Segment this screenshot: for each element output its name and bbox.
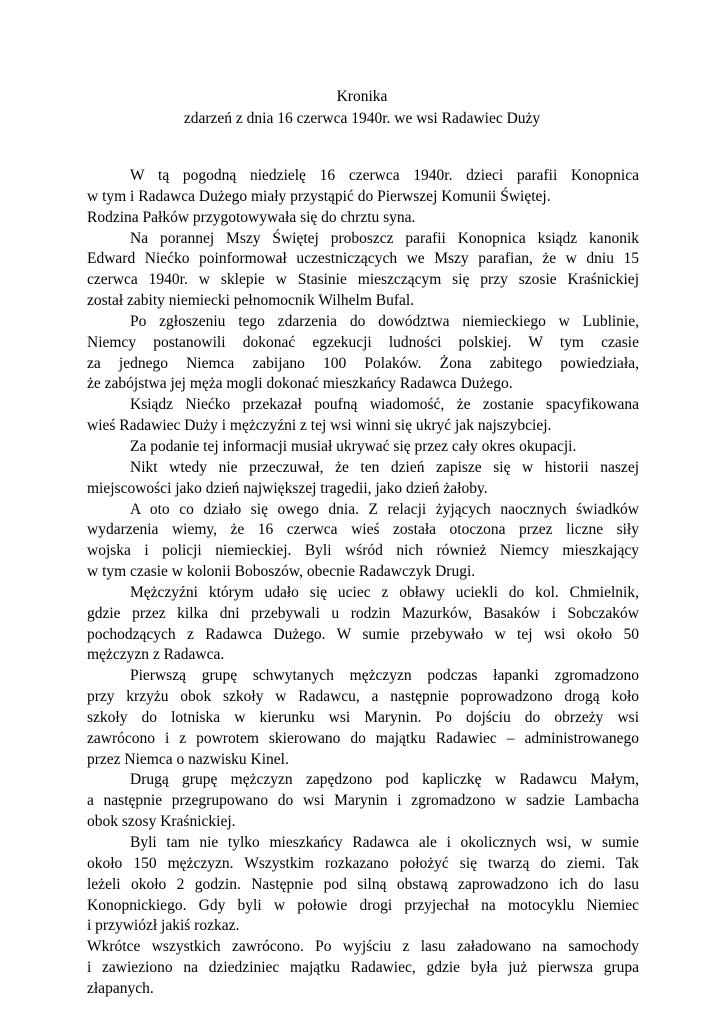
text-line: Na porannej Mszy Świętej proboszcz parafii Konopnica ksiądz kanonik [130, 229, 639, 247]
text-line: zawrócono i z powrotem skierowano do majątku Radawiec – administrowanego [87, 729, 639, 747]
text-line: został zabity niemiecki pełnomocnik Wilhelm Bufal. [87, 292, 415, 310]
text-line: miejscowości jako dzień największej tragedii, jako dzień żałoby. [87, 479, 488, 497]
text-line: że zabójstwa jej męża mogli dokonać mieszkańcy Radawca Dużego. [87, 375, 513, 393]
text-line: za jednego Niemca zabijano 100 Polaków. Żona zabitego powiedziała, [87, 354, 639, 372]
text-line: a następnie przegrupowano do wsi Marynin i zgromadzono w sadzie Lambacha [87, 792, 639, 810]
text-line: złapanych. [87, 979, 154, 997]
text-line: Drugą grupę mężczyzn zapędzono pod kapliczkę w Radawcu Małym, [130, 771, 639, 789]
text-line: Nikt wtedy nie przeczuwał, że ten dzień zapisze się w historii naszej [130, 458, 639, 476]
text-line: i zawieziono na dziedziniec majątku Radawiec, gdzie była już pierwsza grupa [87, 959, 639, 977]
text-line: Ksiądz Niećko przekazał poufną wiadomość, że zostanie spacyfikowana [130, 396, 639, 414]
text-line: Edward Niećko poinformował uczestniczących we Mszy parafian, że w dniu 15 [87, 250, 639, 268]
text-line: mężczyzn z Radawca. [87, 646, 225, 664]
text-line: w tym czasie w kolonii Boboszów, obecnie Radawczyk Drugi. [87, 563, 476, 581]
text-line: Konopnickiego. Gdy byli w połowie drogi przyjechał na motocyklu Niemiec [87, 896, 639, 914]
text-line: Po zgłoszeniu tego zdarzenia do dowództwa niemieckiego w Lublinie, [130, 312, 639, 330]
text-line: pochodzących z Radawca Dużego. W sumie przebywało w tej wsi około 50 [87, 625, 639, 643]
text-line: w tym i Radawca Dużego miały przystąpić do Pierwszej Komunii Świętej. [87, 187, 551, 205]
text-line: Za podanie tej informacji musiał ukrywać się przez cały okres okupacji. [130, 437, 577, 455]
text-line: W tą pogodną niedzielę 16 czerwca 1940r. dzieci parafii Konopnica [130, 167, 639, 184]
text-line: przez Niemca o nazwisku Kinel. [87, 750, 289, 768]
text-line: Niemcy postanowili dokonać egzekucji ludności polskiej. W tym czasie [87, 333, 639, 351]
text-line: przy krzyżu obok szkoły w Radawcu, a następnie poprowadzono drogą koło [87, 688, 639, 706]
text-line: około 150 mężczyzn. Wszystkim rozkazano położyć się twarzą do ziemi. Tak [87, 854, 639, 872]
text-line: wydarzenia wiemy, że 16 czerwca wieś została otoczona przez liczne siły [87, 521, 639, 539]
text-line: Mężczyźni którym udało się uciec z obławy uciekli do kol. Chmielnik, [130, 583, 639, 601]
text-line: Pierwszą grupę schwytanych mężczyzn podczas łapanki zgromadzono [130, 667, 639, 685]
text-line: obok szosy Kraśnickiej. [87, 813, 236, 831]
document-title: Kronika [336, 88, 388, 105]
text-line: szkoły do lotniska w kierunku wsi Marynin. Po dojściu do obrzeży wsi [87, 708, 639, 726]
text-line: gdzie przez kilka dni przebywali u rodzin Mazurków, Basaków i Sobczaków [87, 604, 639, 622]
document-body [87, 166, 639, 1000]
text-line: leżeli około 2 godzin. Następnie pod silną obstawą zaprowadzono ich do lasu [87, 875, 639, 893]
text-line: wojska i policji niemieckiej. Byli wśród nich również Niemcy mieszkający [87, 542, 639, 560]
text-line: wieś Radawiec Duży i mężczyźni z tej wsi winni się ukryć jak najszybciej. [87, 417, 552, 435]
text-line: i przywiózł jakiś rozkaz. [87, 917, 240, 935]
text-line: A oto co działo się owego dnia. Z relacji żyjących naocznych świadków [130, 500, 639, 518]
text-line: Byli tam nie tylko mieszkańcy Radawca ale i okolicznych wsi, w sumie [130, 834, 639, 851]
document-subtitle: zdarzeń z dnia 16 czerwca 1940r. we wsi Radawiec Duży [183, 110, 541, 127]
text-line: Wkrótce wszystkich zawrócono. Po wyjściu z lasu załadowano na samochody [87, 938, 639, 956]
text-line: czerwca 1940r. w sklepie w Stasinie mieszczącym się przy szosie Kraśnickiej [87, 271, 639, 289]
text-line: Rodzina Pałków przygotowywała się do chrztu syna. [87, 208, 416, 226]
